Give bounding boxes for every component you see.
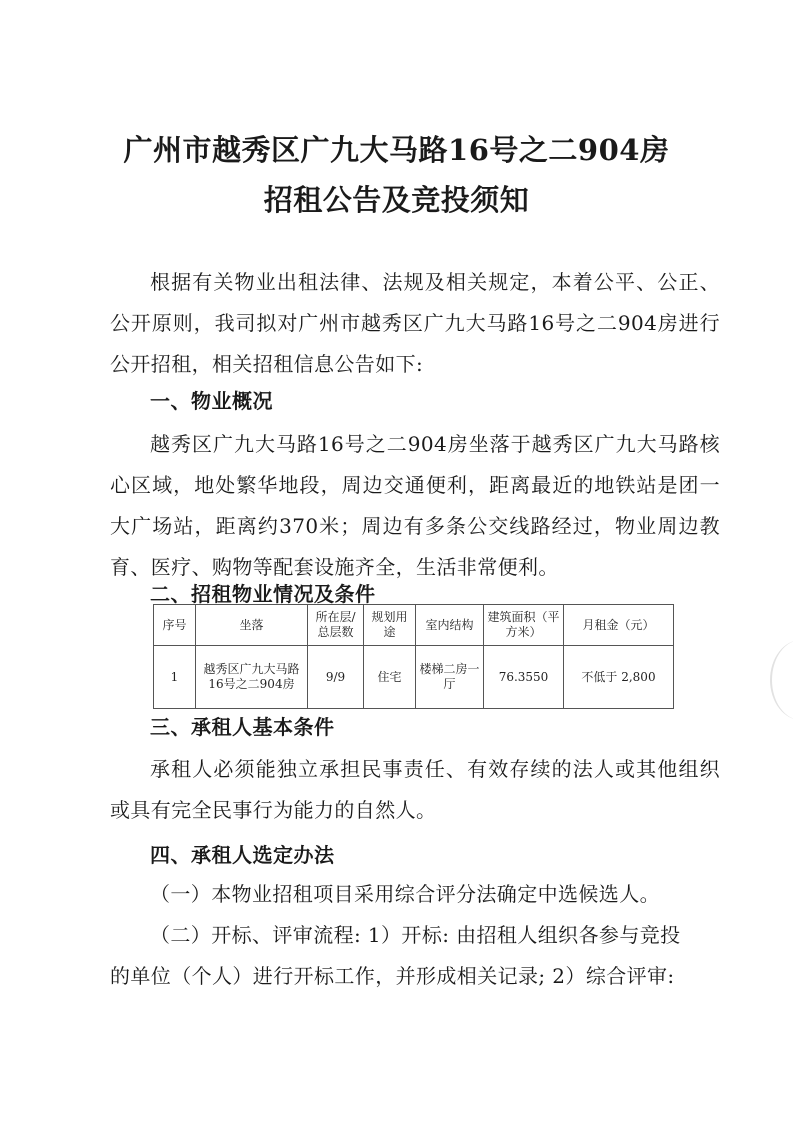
intro-paragraph: 根据有关物业出租法律、法规及相关规定，本着公平、公正、公开原则，我司拟对广州市越秀区广九大马路16号之二904房进行公开招租，相关招租信息公告如下: <box>110 270 720 376</box>
table-header-row <box>154 605 674 646</box>
seal-stamp-edge <box>770 640 793 720</box>
section1-heading: 一、物业概况 <box>150 389 273 413</box>
document-title-line2: 招租公告及竞投须知 <box>263 183 530 217</box>
document-title-line1: 广州市越秀区广九大马路16号之二904房 <box>123 133 670 167</box>
cell-area: 76.3550 <box>484 646 564 709</box>
header-no: 序号 <box>154 605 196 646</box>
cell-use: 住宅 <box>364 646 416 709</box>
rental-table <box>153 604 674 709</box>
cell-structure: 楼梯二房一厅 <box>416 646 484 709</box>
section1-body: 越秀区广九大马路16号之二904房坐落于越秀区广九大马路核心区域，地处繁华地段，周边交通便利，距离最近的地铁站是团一大广场站，距离约370米；周边有多条公交线路经过，物业周边教育、医疗、购物等配套设施齐全，生活非常便利。 <box>110 432 720 579</box>
header-use: 规划用途 <box>364 605 416 646</box>
header-floor: 所在层/总层数 <box>308 605 364 646</box>
section4-item2-line2: 的单位（个人）进行开标工作，并形成相关记录; 2）综合评审: <box>110 964 675 988</box>
section3-heading: 三、承租人基本条件 <box>150 715 335 739</box>
section4-item2-line1: （二）开标、评审流程: 1）开标: 由招租人组织各参与竞投 <box>150 923 681 947</box>
cell-rent: 不低于 2,800 <box>564 646 674 709</box>
table-row <box>154 646 674 709</box>
header-area: 建筑面积（平方米） <box>484 605 564 646</box>
section4-item1: （一）本物业招租项目采用综合评分法确定中选候选人。 <box>150 882 660 906</box>
section4-heading: 四、承租人选定办法 <box>150 843 335 867</box>
header-location: 坐落 <box>196 605 308 646</box>
cell-no: 1 <box>154 646 196 709</box>
cell-location: 越秀区广九大马路16号之二904房 <box>196 646 308 709</box>
cell-floor: 9/9 <box>308 646 364 709</box>
section3-body: 承租人必须能独立承担民事责任、有效存续的法人或其他组织或具有完全民事行为能力的自然人。 <box>110 757 720 822</box>
header-structure: 室内结构 <box>416 605 484 646</box>
section2-heading: 二、招租物业情况及条件 <box>150 582 376 606</box>
header-rent: 月租金（元） <box>564 605 674 646</box>
